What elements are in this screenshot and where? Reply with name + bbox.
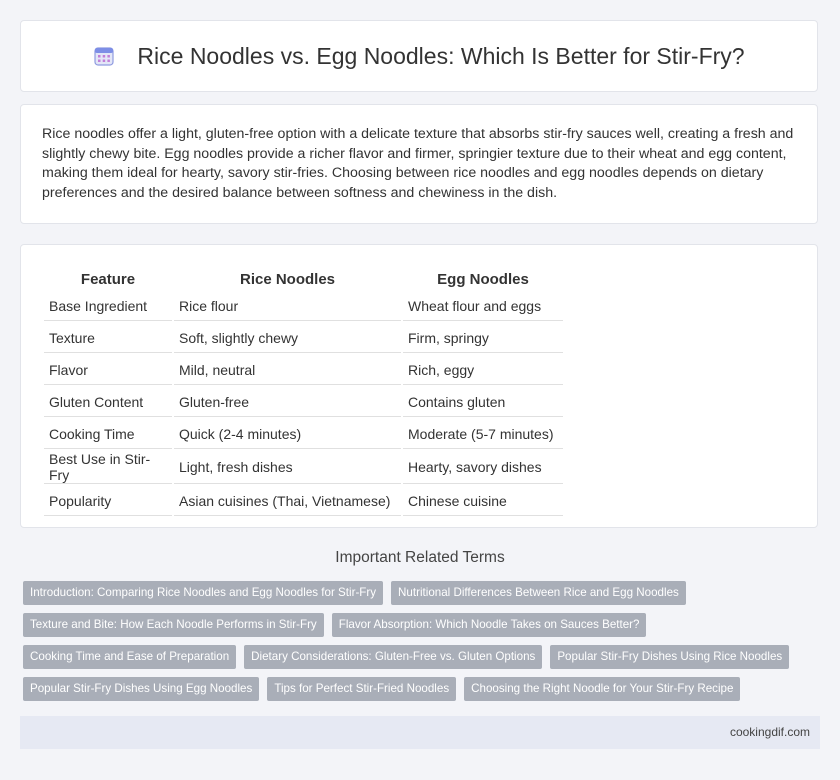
related-term-tag[interactable]: Tips for Perfect Stir-Fried Noodles: [267, 677, 456, 701]
intro-paragraph: Rice noodles offer a light, gluten-free option with a delicate texture that absorbs stir-fry sauces well, creating a fresh and slightly chewy bite. Egg noodles provide a richer flavor and firmer, springier texture due to their wheat and egg content, making them ideal for hearty, savory stir-fries. Choosing between rice noodles and egg noodles depends on dietary preferences and the desired balance between softness and chewiness in the dish.: [42, 126, 794, 201]
page-title: Rice Noodles vs. Egg Noodles: Which Is Better for Stir-Fry?: [137, 42, 745, 69]
table-cell: Quick (2-4 minutes): [174, 419, 401, 449]
related-terms-row: [23, 613, 820, 637]
table-header-row: [44, 267, 563, 289]
table-cell: Popularity: [44, 486, 172, 516]
table-row: [44, 355, 563, 385]
intro-card: [20, 104, 818, 224]
related-terms-title: Important Related Terms: [335, 549, 505, 566]
table-cell: Moderate (5-7 minutes): [403, 419, 563, 449]
related-terms-list: [20, 581, 820, 709]
table-cell: Best Use in Stir-Fry: [44, 451, 172, 484]
table-cell: Texture: [44, 323, 172, 353]
comparison-card: [20, 244, 818, 528]
table-row: [44, 419, 563, 449]
table-row: [44, 451, 563, 484]
table-cell: Light, fresh dishes: [174, 451, 401, 484]
comparison-table: [42, 265, 565, 518]
related-term-tag[interactable]: Popular Stir-Fry Dishes Using Egg Noodles: [23, 677, 259, 701]
table-row: [44, 387, 563, 417]
calendar-icon: [93, 45, 115, 67]
related-terms-row: [23, 677, 820, 701]
related-term-tag[interactable]: Flavor Absorption: Which Noodle Takes on Sauces Better?: [332, 613, 647, 637]
related-term-tag[interactable]: Dietary Considerations: Gluten-Free vs. Gluten Options: [244, 645, 542, 669]
header-rice-noodles: Rice Noodles: [239, 270, 336, 288]
related-term-tag[interactable]: Popular Stir-Fry Dishes Using Rice Noodles: [550, 645, 789, 669]
related-terms-row: [23, 645, 820, 669]
table-cell: Hearty, savory dishes: [403, 451, 563, 484]
table-cell: Flavor: [44, 355, 172, 385]
table-cell: Rich, eggy: [403, 355, 563, 385]
related-term-tag[interactable]: Introduction: Comparing Rice Noodles and Egg Noodles for Stir-Fry: [23, 581, 383, 605]
related-term-tag[interactable]: Nutritional Differences Between Rice and Egg Noodles: [391, 581, 686, 605]
header-feature: Feature: [80, 270, 136, 288]
table-row: [44, 291, 563, 321]
table-cell: Asian cuisines (Thai, Vietnamese): [174, 486, 401, 516]
related-term-tag[interactable]: Cooking Time and Ease of Preparation: [23, 645, 236, 669]
table-cell: Cooking Time: [44, 419, 172, 449]
table-cell: Soft, slightly chewy: [174, 323, 401, 353]
table-cell: Gluten-free: [174, 387, 401, 417]
table-row: [44, 486, 563, 516]
title-card: [20, 20, 818, 92]
related-term-tag[interactable]: Texture and Bite: How Each Noodle Performs in Stir-Fry: [23, 613, 324, 637]
table-cell: Gluten Content: [44, 387, 172, 417]
table-cell: Chinese cuisine: [403, 486, 563, 516]
related-term-tag[interactable]: Choosing the Right Noodle for Your Stir-Fry Recipe: [464, 677, 740, 701]
table-row: [44, 323, 563, 353]
table-cell: Base Ingredient: [44, 291, 172, 321]
header-egg-noodles: Egg Noodles: [437, 270, 529, 288]
table-cell: Mild, neutral: [174, 355, 401, 385]
footer-site[interactable]: cookingdif.com: [729, 725, 810, 739]
table-cell: Firm, springy: [403, 323, 563, 353]
footer: [20, 716, 820, 749]
related-terms-row: [23, 581, 820, 605]
table-cell: Contains gluten: [403, 387, 563, 417]
table-cell: Wheat flour and eggs: [403, 291, 563, 321]
table-cell: Rice flour: [174, 291, 401, 321]
table-body: [44, 291, 563, 516]
